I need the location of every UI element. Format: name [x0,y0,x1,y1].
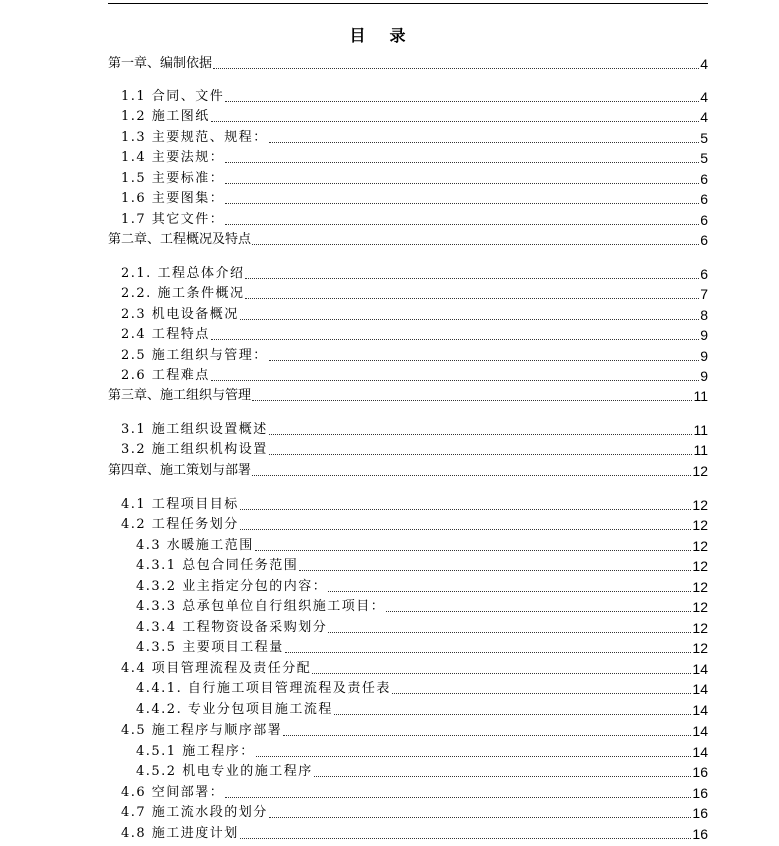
toc-page-number: 12 [692,599,708,615]
toc-section-entry[interactable] [121,88,708,106]
dot-leader [225,101,699,102]
toc-section-entry[interactable] [121,170,708,188]
dot-leader [299,570,691,571]
toc-entry-text: 4.2 工程任务划分 [121,517,239,532]
toc-page-number: 16 [692,826,708,842]
toc-entry-text: 4.3.2 业主指定分包的内容： [136,579,328,594]
dot-leader [245,278,699,279]
toc-entry-text: 4.1 工程项目目标 [121,497,239,512]
dot-leader [225,203,699,204]
toc-entry-text: 2.1. 工程总体介绍 [121,266,245,281]
toc-page-number: 16 [692,764,708,780]
toc-page-number: 11 [693,442,708,458]
toc-section-entry[interactable] [121,190,708,208]
toc-chapter-entry[interactable] [108,462,708,480]
toc-entry-text: 4.5.2 机电专业的施工程序 [136,764,313,779]
toc-page-number: 9 [700,348,708,364]
toc-entry-text: 4.3 水暖施工范围 [136,538,254,553]
toc-section-entry[interactable] [121,149,708,167]
toc-entry-text: 2.4 工程特点 [121,327,210,342]
toc-page-number: 16 [692,805,708,821]
dot-leader [312,673,691,674]
toc-entry-text: 4.5 施工程序与顺序部署 [121,723,283,738]
dot-leader [255,550,692,551]
toc-entry-text: 4.7 施工流水段的划分 [121,805,268,820]
toc-page-number: 12 [692,640,708,656]
toc-page-number: 12 [692,538,708,554]
toc-page-number: 14 [692,723,708,739]
toc-entry-text: 4.8 施工进度计划 [121,826,239,841]
toc-entry-text: 4.3.5 主要项目工程量 [136,640,284,655]
toc-entry-text: 4.4.1. 自行施工项目管理流程及责任表 [136,681,391,696]
toc-section-entry[interactable] [121,326,708,344]
toc-page-number: 7 [700,286,708,302]
toc-page-number: 12 [692,620,708,636]
toc-entry-text: 4.3.3 总承包单位自行组织施工项目： [136,599,386,614]
toc-page-number: 8 [700,307,708,323]
toc-page-number: 4 [700,56,708,72]
dot-leader [334,714,692,715]
toc-page-number: 11 [693,388,708,404]
dot-leader [240,509,692,510]
toc-entry-text: 1.4 主要法规： [121,150,225,165]
toc-section-entry[interactable] [121,285,708,303]
toc-entry-text: 2.2. 施工条件概况 [121,286,245,301]
toc-section-entry[interactable] [121,722,708,740]
toc-section-entry[interactable] [136,639,708,657]
dot-leader [269,434,693,435]
toc-page-number: 12 [692,463,708,479]
dot-leader [269,817,692,818]
toc-section-entry[interactable] [121,306,708,324]
dot-leader [225,183,699,184]
dot-leader [269,142,699,143]
toc-page-number: 6 [700,212,708,228]
toc-entry-text: 4.3.4 工程物资设备采购划分 [136,620,328,635]
dot-leader [240,319,699,320]
dot-leader [328,591,691,592]
dot-leader [269,360,699,361]
dot-leader [252,475,691,476]
toc-entry-text: 4.6 空间部署： [121,785,225,800]
dot-leader [225,797,691,798]
dot-leader [386,611,691,612]
toc-page-number: 12 [692,558,708,574]
toc-section-entry[interactable] [136,763,708,781]
toc-entry-text: 4.5.1 施工程序： [136,744,255,759]
toc-section-entry[interactable] [136,619,708,637]
dot-leader [314,776,692,777]
toc-page-number: 16 [692,785,708,801]
toc-entry-text: 1.6 主要图集： [121,191,225,206]
toc-entry-text: 1.7 其它文件： [121,212,225,227]
dot-leader [225,224,699,225]
toc-section-entry[interactable] [136,578,708,596]
toc-section-entry[interactable] [121,108,708,126]
toc-entry-text: 1.2 施工图纸 [121,109,210,124]
toc-section-entry[interactable] [136,557,708,575]
toc-page-number: 6 [700,171,708,187]
toc-section-entry[interactable] [121,129,708,147]
toc-page-number: 12 [692,517,708,533]
toc-section-entry[interactable] [121,421,708,439]
toc-section-entry[interactable] [121,496,708,514]
dot-leader [211,121,699,122]
toc-section-entry[interactable] [121,804,708,822]
toc-section-entry[interactable] [121,347,708,365]
toc-entry-text: 4.4 项目管理流程及责任分配 [121,661,312,676]
toc-chapter-entry[interactable] [108,387,708,405]
toc-entry-text: 第二章、工程概况及特点 [108,232,252,247]
toc-section-entry[interactable] [136,537,708,555]
toc-entry-text: 1.1 合同、文件 [121,89,225,104]
toc-section-entry[interactable] [121,660,708,678]
toc-chapter-entry[interactable] [108,231,708,249]
toc-section-entry[interactable] [121,825,708,843]
toc-page-number: 14 [692,744,708,760]
toc-page-number: 9 [700,327,708,343]
toc-section-entry[interactable] [121,516,708,534]
toc-entry-text: 3.2 施工组织机构设置 [121,442,268,457]
dot-leader [256,756,692,757]
toc-entry-text: 2.5 施工组织与管理： [121,348,268,363]
toc-page-number: 6 [700,191,708,207]
toc-section-entry[interactable] [121,265,708,283]
toc-page-number: 9 [700,368,708,384]
toc-page-number: 5 [700,130,708,146]
toc-section-entry[interactable] [136,598,708,616]
toc-chapter-entry[interactable] [108,55,708,73]
dot-leader [252,400,692,401]
toc-entry-text: 2.3 机电设备概况 [121,307,239,322]
dot-leader [240,838,692,839]
dot-leader [245,298,699,299]
toc-entry-text: 1.3 主要规范、规程： [121,130,268,145]
toc-entry-text: 第一章、编制依据 [108,56,213,71]
dot-leader [328,632,691,633]
toc-entry-text: 1.5 主要标准： [121,171,225,186]
toc-page-number: 4 [700,109,708,125]
toc-entry-text: 4.4.2. 专业分包项目施工流程 [136,702,333,717]
dot-leader [211,380,699,381]
dot-leader [213,68,699,69]
toc-page-number: 14 [692,681,708,697]
dot-leader [283,735,691,736]
dot-leader [269,454,693,455]
toc-entry-text: 2.6 工程难点 [121,368,210,383]
toc-section-entry[interactable] [136,701,708,719]
toc-entry-text: 4.3.1 总包合同任务范围 [136,558,299,573]
dot-leader [392,693,692,694]
toc-section-entry[interactable] [136,743,708,761]
toc-page-number: 12 [692,497,708,513]
dot-leader [252,244,699,245]
toc-page-number: 6 [700,266,708,282]
dot-leader [240,529,692,530]
toc-section-entry[interactable] [136,680,708,698]
toc-section-entry[interactable] [121,784,708,802]
dot-leader [285,652,692,653]
toc-page-number: 14 [692,661,708,677]
toc-page-number: 14 [692,702,708,718]
page-title: 目录 [349,26,430,45]
dot-leader [225,162,699,163]
toc-entry-text: 第四章、施工策划与部署 [108,463,252,478]
dot-leader [211,339,699,340]
toc-page-number: 12 [692,579,708,595]
toc-page-number: 4 [700,89,708,105]
toc-entry-text: 3.1 施工组织设置概述 [121,422,268,437]
toc-section-entry[interactable] [121,441,708,459]
toc-entry-text: 第三章、施工组织与管理 [108,388,252,403]
toc-page-number: 6 [700,232,708,248]
toc-page-number: 11 [693,422,708,438]
toc-page-number: 5 [700,150,708,166]
toc-section-entry[interactable] [121,211,708,229]
toc-section-entry[interactable] [121,367,708,385]
